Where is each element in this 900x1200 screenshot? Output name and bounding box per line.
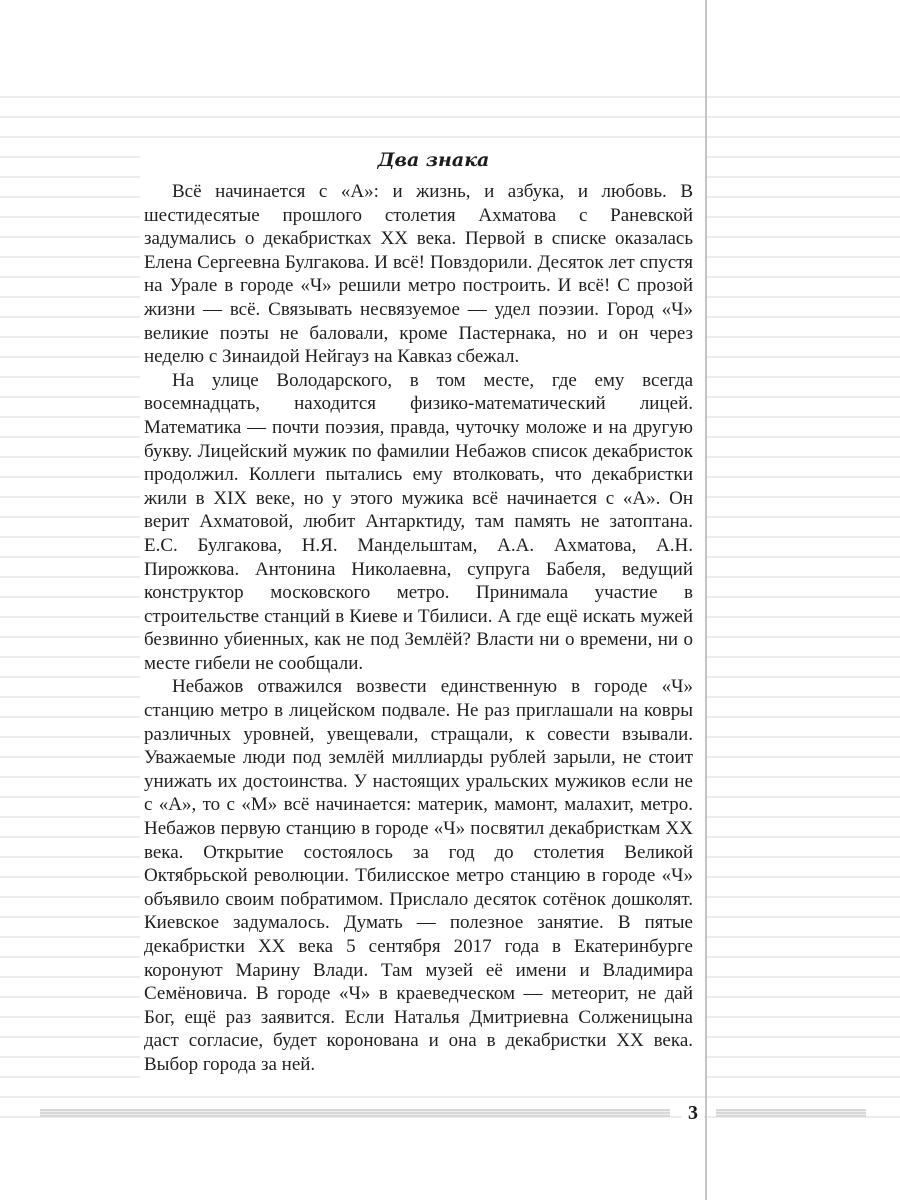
chapter-title: Два знака (377, 149, 490, 171)
page-top-margin (0, 0, 900, 84)
paragraph-2: На улице Володарского, в том месте, где ему всегда восемнадцать, находится физико-математический лицей. Математика — почти поэзия, правда, чуточку моложе и на другую букву. Лицейский мужик по фамилии Небажов список декабристок продолжил. Коллеги пытались ему втолковать, что декабристки жили в XIX веке, но у этого мужика всё начинается с «А». Он верит Ахматовой, любит Антарктиду, там память не затоптана. Е.С. Булгакова, Н.Я. Мандельштам, А.А. Ахматова, А.Н. Пирожкова. Антонина Николаевна, супруга Бабеля, ведущий конструктор московского метро. Принимала участие в строительстве станций в Киеве и Тбилиси. А где ещё искать мужей безвинно убиенных, как не под Землёй? Власти ни о времени, ни о месте гибели не сообщали. (144, 369, 693, 674)
paragraph-3: Небажов отважился возвести единственную в городе «Ч» станцию метро в лицейском подвале. Не раз приглашали на ковры различных уровней, увещевали, стращали, к совести взывали. Уважаемые люди под землёй миллиарды рублей зарыли, не стоит унижать их достоинства. У настоящих уральских мужиков если не с «А», то с «М» всё начинается: материк, мамонт, малахит, метро. Небажов первую станцию в городе «Ч» посвятил декабристкам XX века. Открытие состоялось за год до столетия Великой Октябрьской революции. Тбилисское метро станцию в городе «Ч» объявило своим побратимом. Прислало десяток сотёнок дошколят. Киевское задумалось. Думать — полезное занятие. В пятые декабристки XX века 5 сентября 2017 года в Екатеринбурге коронуют Марину Влади. Там музей её имени и Владимира Семёновича. В городе «Ч» в краеведческом — метеорит, не дай Бог, ещё раз заявится. Если Наталья Дмитриевна Солженицына даст согласие, будет коронована и она в декабристки XX века. Выбор города за ней. (144, 676, 693, 1075)
text-block (140, 140, 705, 1090)
page-edge-line (705, 0, 707, 1200)
footer-rule-left (40, 1109, 670, 1118)
paragraph-1: Всё начинается с «А»: и жизнь, и азбука, и любовь. В шестидесятые прошлого столетия Ахматова с Раневской задумались о декабристках XX века. Первой в списке оказалась Елена Сергеевна Булгакова. И всё! Повздорили. Десяток лет спустя на Урале в городе «Ч» решили метро построить. И всё! С прозой жизни — всё. Связывать несвязуемое — удел поэзии. Город «Ч» великие поэты не баловали, кроме Пастернака, но и он через неделю с Зинаидой Нейгауз на Кавказ сбежал. (144, 181, 693, 368)
footer-rule-right (716, 1109, 866, 1118)
page-bottom-margin (0, 1132, 900, 1200)
page-number: 3 (682, 1101, 704, 1125)
